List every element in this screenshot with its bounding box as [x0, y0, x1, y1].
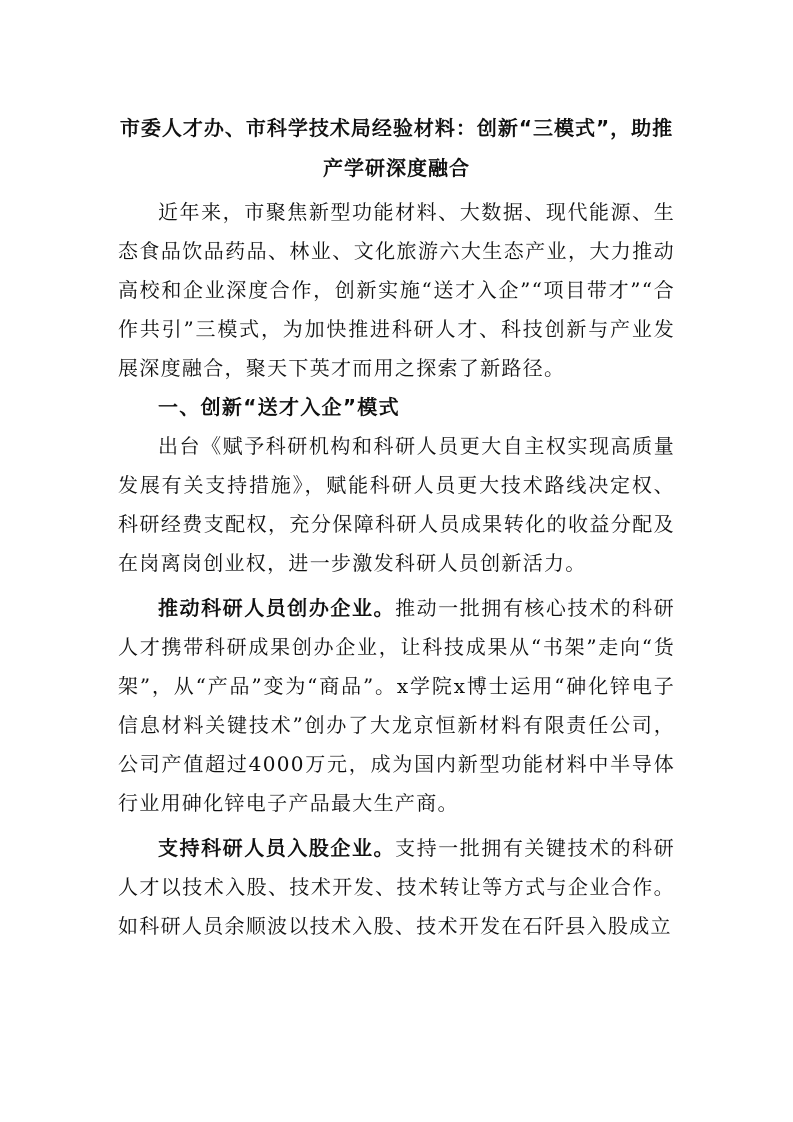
item-lead-equity-participation: 支持科研人员入股企业。 [158, 836, 396, 860]
item-text-create-enterprise: 推动一批拥有核心技术的科研人才携带科研成果创办企业，让科技成果从“书架”走向“货架”，从“产品”变为“商品”。x学院x博士运用“砷化锌电子信息材料关键技术”创办了大龙京恒新材料有限责任公司，公司产值超过4000万元，成为国内新型功能材料中半导体行业用砷化锌电子产品最大生产商。 [118, 596, 675, 815]
item-lead-create-enterprise: 推动科研人员创办企业。 [158, 596, 396, 620]
item-text-equity-participation: 支持一批拥有关键技术的科研人才以技术入股、技术开发、技术转让等方式与企业合作。如科研人员余顺波以技术入股、技术开发在石阡县入股成立 [118, 836, 675, 938]
intro-paragraph: 近年来，市聚焦新型功能材料、大数据、现代能源、生态食品饮品药品、林业、文化旅游六大生态产业，大力推动高校和企业深度合作，创新实施“送才入企”“项目带才”“合作共引”三模式，为加快推进科研人才、科技创新与产业发展深度融合，聚天下英才而用之探索了新路径。 [118, 200, 675, 380]
item-paragraph-equity-participation [118, 829, 675, 946]
section-heading: 一、创新“送才入企”模式 [158, 395, 400, 419]
item-paragraph-create-enterprise [118, 589, 675, 823]
section-body-paragraph: 出台《赋予科研机构和科研人员更大自主权实现高质量发展有关支持措施》，赋能科研人员更大技术路线决定权、科研经费支配权，充分保障科研人员成果转化的收益分配及在岗离岗创业权，进一步激发科研人员创新活力。 [118, 434, 675, 575]
document-title: 市委人才办、市科学技术局经验材料：创新“三模式”，助推产学研深度融合 [119, 116, 674, 180]
document-body [118, 108, 675, 946]
